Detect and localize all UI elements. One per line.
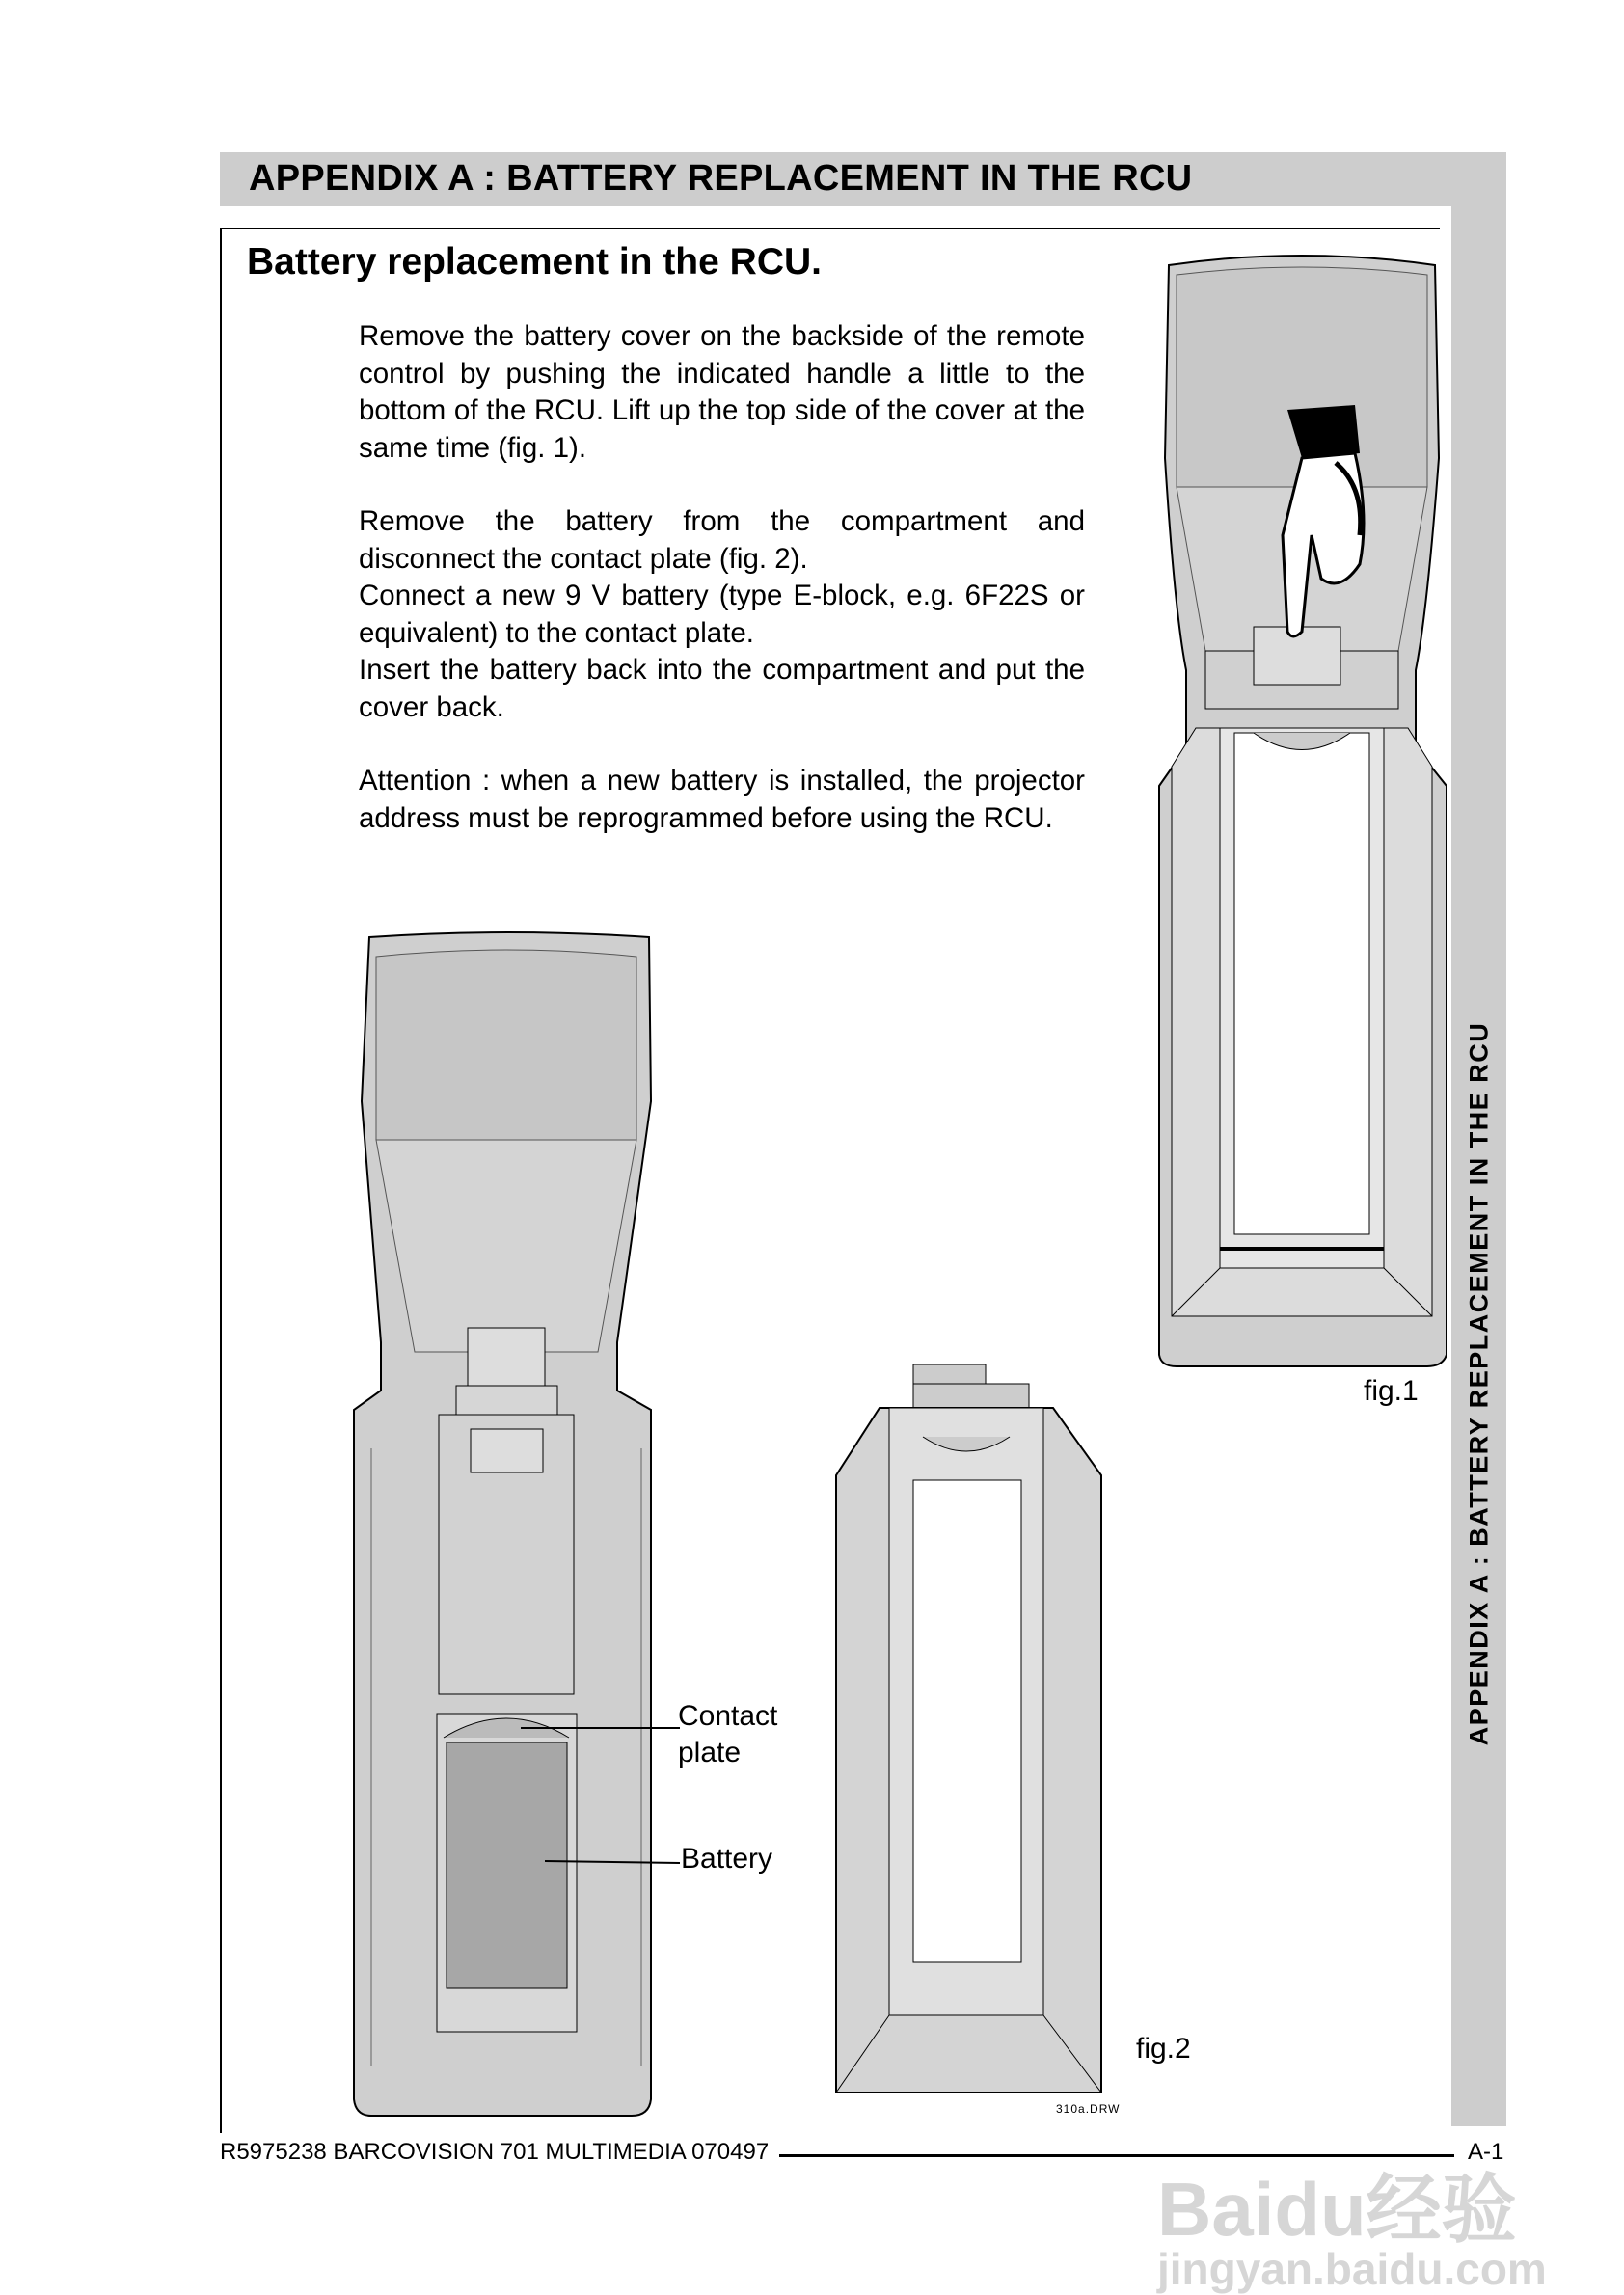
- drawing-reference: 310a.DRW: [1056, 2102, 1121, 2116]
- page-title: APPENDIX A : BATTERY REPLACEMENT IN THE RCU: [249, 158, 1193, 199]
- battery-leader: [545, 1851, 685, 1871]
- paragraph: Insert the battery back into the compartment and put the cover back.: [359, 654, 1085, 723]
- divider: [220, 228, 1440, 230]
- divider: [220, 228, 222, 2133]
- fig2-caption: fig.2: [1136, 2033, 1191, 2065]
- paragraph: Connect a new 9 V battery (type E-block, e.g. 6F22S or equivalent) to the contact plate.: [359, 580, 1085, 649]
- paragraph: Remove the battery cover on the backside of the remote control by pushing the indicated handle a little to the bottom of the RCU. Lift up the top side of the cover at the same time (fig. 1).: [359, 320, 1085, 464]
- section-heading: Battery replacement in the RCU.: [247, 241, 822, 283]
- fig2-remote-illustration: [352, 928, 661, 2123]
- contact-plate-leader: [521, 1716, 685, 1736]
- fig2-compartment-illustration: [831, 1360, 1103, 2102]
- side-tab: [1451, 206, 1506, 2126]
- paragraph: Attention : when a new battery is installed, the projector address must be reprogrammed before using the RCU.: [359, 765, 1085, 834]
- fig1-remote-illustration: [1157, 246, 1447, 1374]
- battery-label: Battery: [681, 1843, 773, 1875]
- contact-plate-label: Contact plate: [678, 1700, 778, 1768]
- side-tab-text: APPENDIX A : BATTERY REPLACEMENT IN THE RCU: [1464, 1021, 1493, 1745]
- footer-doc-ref: R5975238 BARCOVISION 701 MULTIMEDIA 070497: [220, 2139, 770, 2165]
- watermark-line1: Baidu经验: [1157, 2167, 1517, 2252]
- paragraph: Remove the battery from the compartment and disconnect the contact plate (fig. 2).: [359, 505, 1085, 575]
- footer-rule: [779, 2154, 1454, 2157]
- watermark-line2: jingyan.baidu.com: [1157, 2244, 1547, 2294]
- page-number: A-1: [1468, 2139, 1504, 2165]
- header-band: [220, 152, 1506, 206]
- fig1-caption: fig.1: [1364, 1375, 1419, 1407]
- watermark: [1157, 2167, 1547, 2294]
- instructions: [359, 318, 1085, 874]
